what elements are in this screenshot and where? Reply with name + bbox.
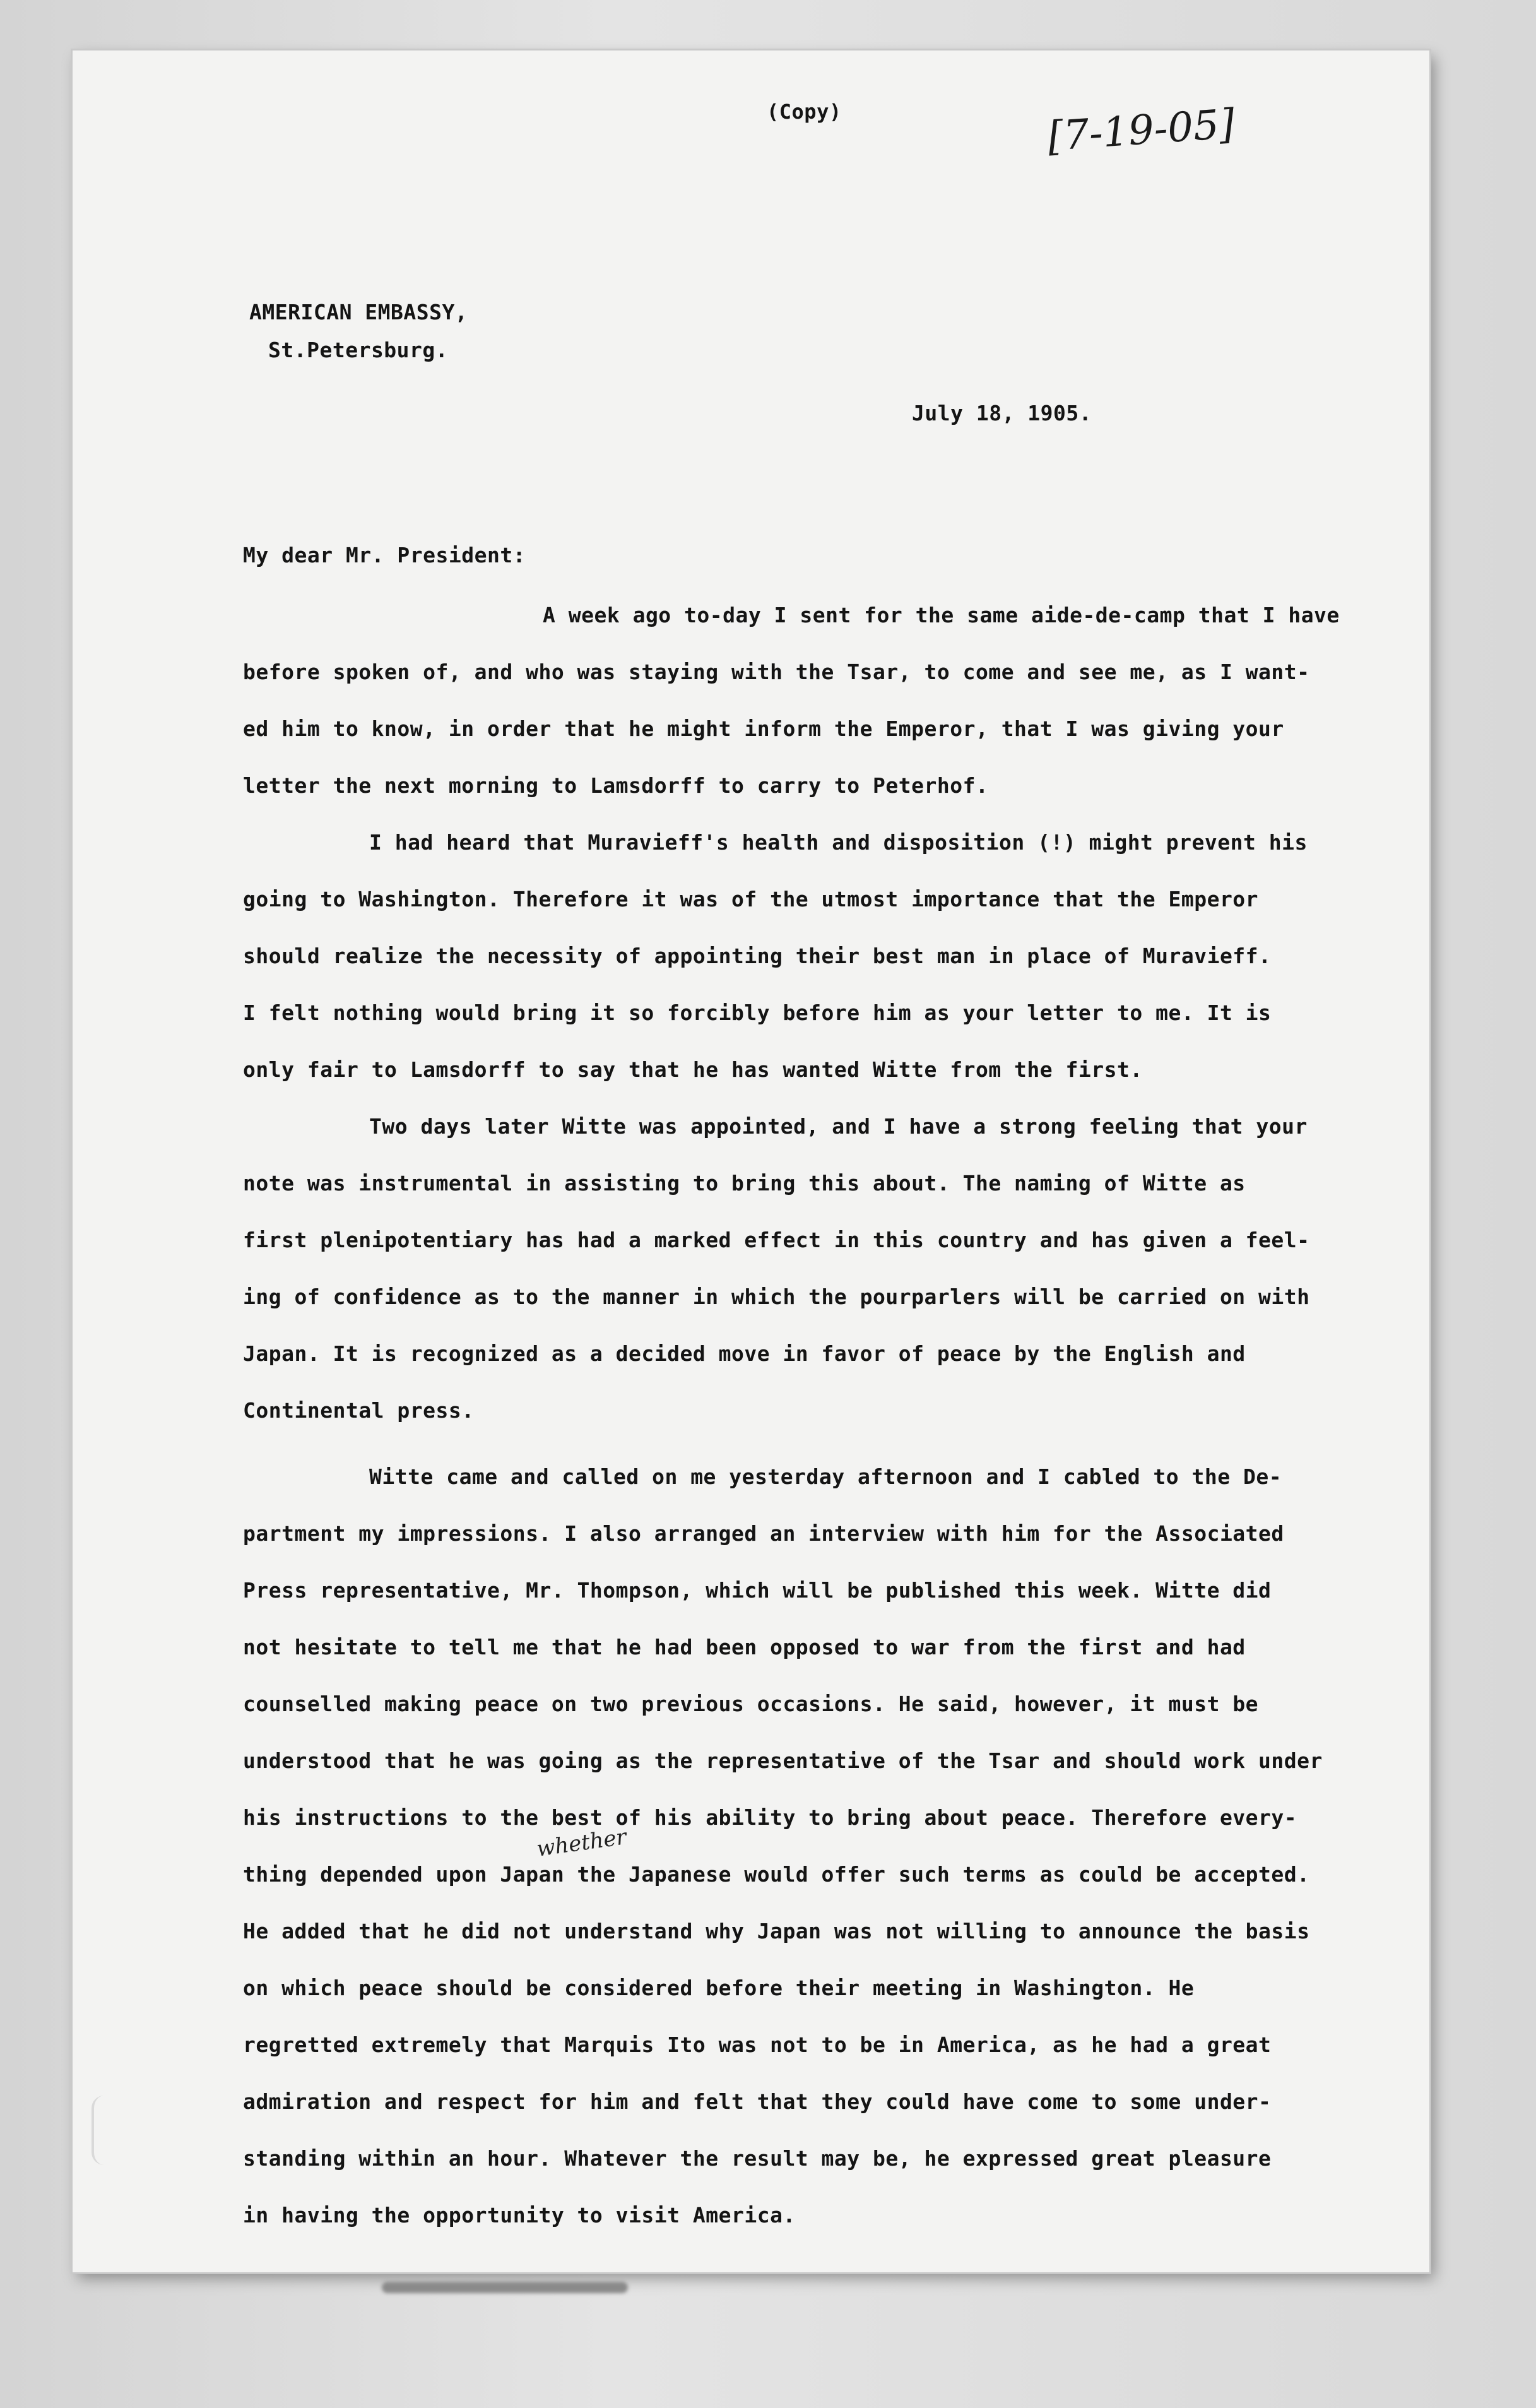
body-line: first plenipotentiary has had a marked effect in this country and has given a feel-	[243, 1228, 1310, 1252]
body-line: Press representative, Mr. Thompson, which will be published this week. Witte did	[243, 1578, 1272, 1603]
body-line: letter the next morning to Lamsdorff to carry to Peterhof.	[243, 773, 989, 798]
body-line: Two days later Witte was appointed, and I have a strong feeling that your	[369, 1114, 1308, 1139]
body-line: A week ago to-day I sent for the same aide-de-camp that I have	[543, 603, 1340, 627]
letter-page	[73, 50, 1429, 2272]
body-line: standing within an hour. Whatever the result may be, he expressed great pleasure	[243, 2146, 1272, 2171]
body-line: going to Washington. Therefore it was of the utmost importance that the Emperor	[243, 887, 1259, 911]
body-line: ing of confidence as to the manner in which the pourparlers will be carried on with	[243, 1284, 1310, 1309]
handwritten-date: [7-19-05]	[1046, 100, 1237, 161]
body-line: ed him to know, in order that he might inform the Emperor, that I was giving your	[243, 716, 1284, 741]
body-line: Witte came and called on me yesterday afternoon and I cabled to the De-	[369, 1464, 1282, 1489]
copy-label: (Copy)	[767, 100, 842, 124]
letterhead-embassy: AMERICAN EMBASSY,	[249, 300, 468, 324]
body-line: Japan. It is recognized as a decided move in favor of peace by the English and	[243, 1341, 1246, 1366]
bottom-smudge	[382, 2282, 628, 2293]
body-line: I felt nothing would bring it so forcibly before him as your letter to me. It is	[243, 1000, 1272, 1025]
body-line: not hesitate to tell me that he had been opposed to war from the first and had	[243, 1635, 1246, 1659]
body-line: thing depended upon Japan the Japanese would offer such terms as could be accepted.	[243, 1862, 1310, 1887]
body-line: Continental press.	[243, 1398, 475, 1423]
body-line: his instructions to the best of his ability to bring about peace. Therefore every-	[243, 1805, 1297, 1830]
body-line: only fair to Lamsdorff to say that he has wanted Witte from the first.	[243, 1057, 1143, 1082]
body-line: before spoken of, and who was staying with the Tsar, to come and see me, as I want-	[243, 660, 1310, 684]
body-line: admiration and respect for him and felt that they could have come to some under-	[243, 2089, 1272, 2114]
body-line: should realize the necessity of appointing their best man in place of Muravieff.	[243, 944, 1272, 968]
body-line: on which peace should be considered before their meeting in Washington. He	[243, 1976, 1195, 2000]
body-line: counselled making peace on two previous occasions. He said, however, it must be	[243, 1692, 1259, 1716]
body-line: He added that he did not understand why Japan was not willing to announce the basis	[243, 1919, 1310, 1943]
body-line: understood that he was going as the representative of the Tsar and should work under	[243, 1748, 1323, 1773]
margin-pencil-mark	[92, 2096, 119, 2165]
body-line: note was instrumental in assisting to bring this about. The naming of Witte as	[243, 1171, 1246, 1195]
body-line: I had heard that Muravieff's health and disposition (!) might prevent his	[369, 830, 1308, 855]
letter-date: July 18, 1905.	[912, 401, 1092, 425]
body-line: partment my impressions. I also arranged an interview with him for the Associated	[243, 1521, 1284, 1546]
body-line: in having the opportunity to visit America.	[243, 2203, 796, 2227]
body-line: regretted extremely that Marquis Ito was not to be in America, as he had a great	[243, 2032, 1272, 2057]
salutation: My dear Mr. President:	[243, 543, 526, 567]
letterhead-city: St.Petersburg.	[268, 338, 449, 362]
handwritten-insert: whether	[535, 1824, 629, 1862]
